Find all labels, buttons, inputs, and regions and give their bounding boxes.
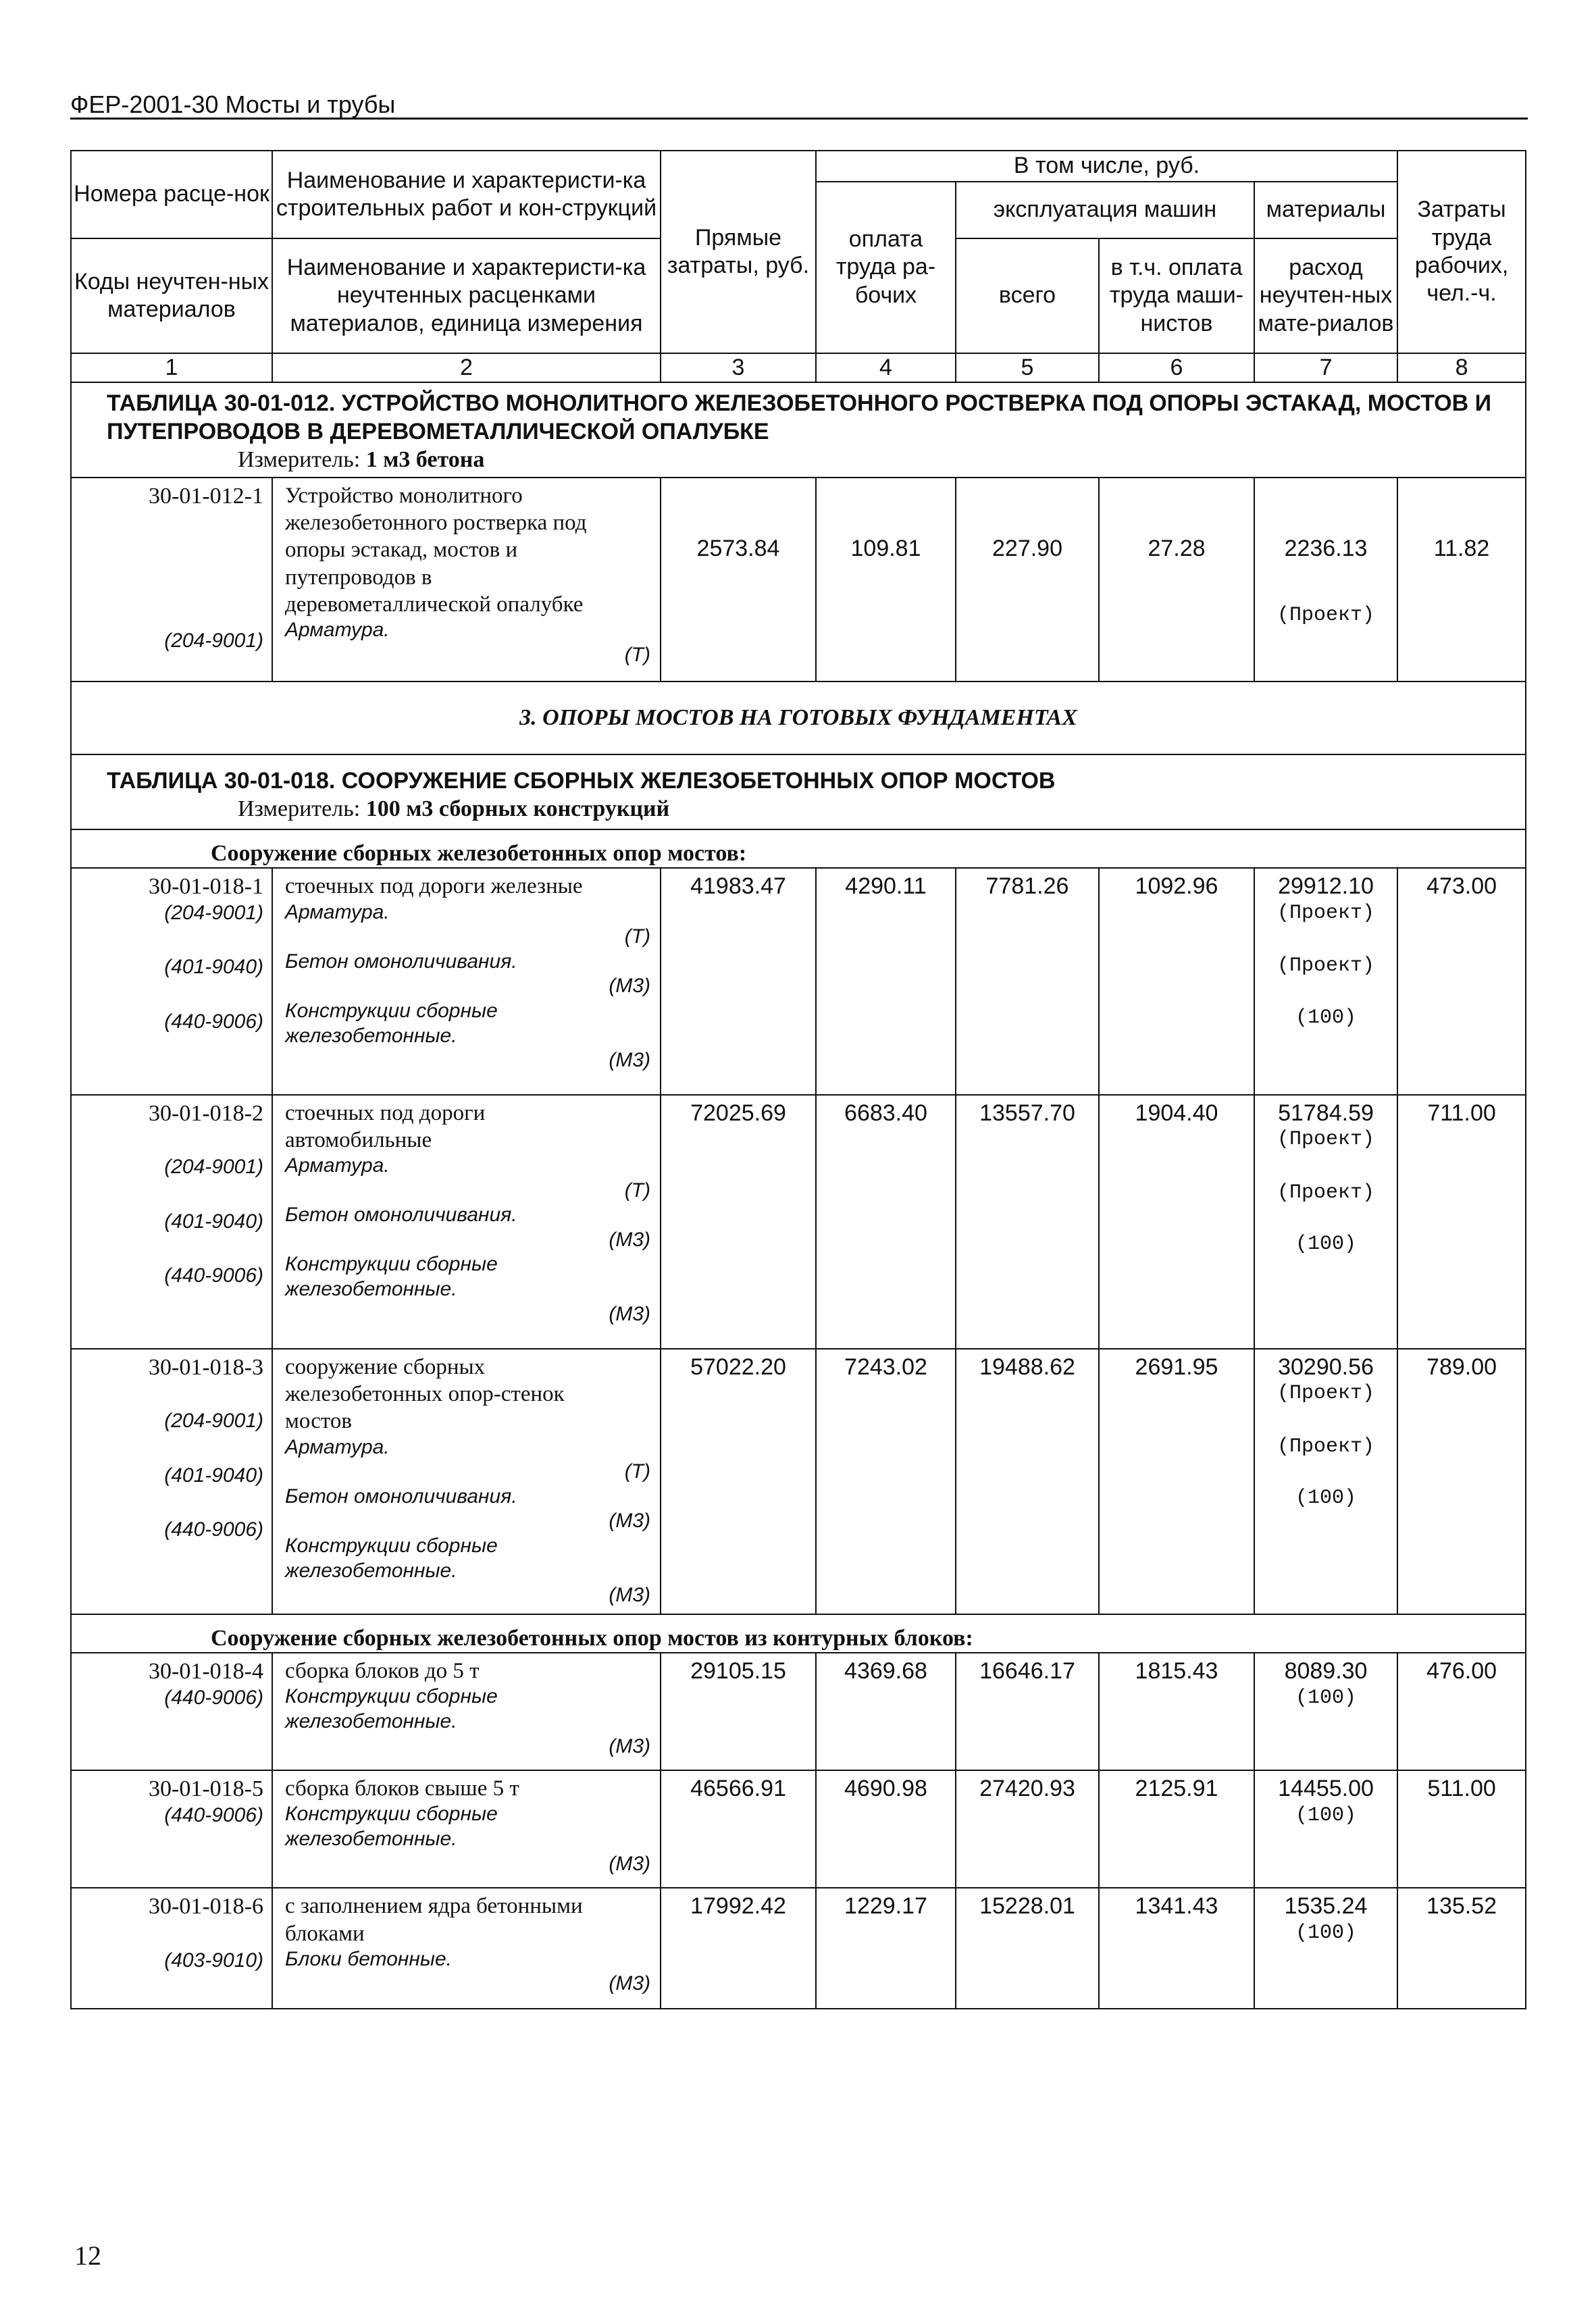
- rate-row: [71, 1888, 1526, 2009]
- rate-row: [71, 1349, 1526, 1614]
- machinists-pay: 1341.43: [1099, 1888, 1254, 2009]
- header-machines-total: всего: [956, 238, 1099, 353]
- material-quantity: (100): [1295, 1006, 1357, 1029]
- labor-hours: 476.00: [1397, 1653, 1526, 1770]
- rate-row: [71, 1653, 1526, 1770]
- header-work-name: Наименование и характеристи-ка строительных работ и кон-струкций: [272, 151, 661, 238]
- rate-description: Устройство монолитного железобетонного ростверка под опоры эстакад, мостов и путепроводов в деревометаллической опалубке: [285, 483, 587, 617]
- material-unit: (М3): [609, 1510, 650, 1533]
- material-quantity: (100): [1295, 1803, 1357, 1827]
- group-heading: Сооружение сборных железобетонных опор мостов из контурных блоков:: [71, 1614, 1526, 1653]
- running-header: ФЕР-2001-30 Мосты и трубы: [70, 91, 396, 118]
- materials-cell: [1254, 1770, 1397, 1888]
- rate-description-cell: [272, 1770, 661, 1888]
- rate-description: сборка блоков свыше 5 т: [285, 1776, 519, 1801]
- rates-table: [70, 150, 1526, 2009]
- direct-costs: 29105.15: [661, 1653, 816, 1770]
- machines-total: 15228.01: [956, 1888, 1099, 2009]
- material-code: (440-9006): [164, 1264, 263, 1287]
- material-code: (204-9001): [164, 1410, 263, 1433]
- column-number: 6: [1099, 353, 1254, 382]
- material-code: (204-9001): [164, 1156, 263, 1178]
- rate-row: [71, 1095, 1526, 1349]
- material-code: (403-9010): [164, 1949, 263, 1972]
- labor-pay: 109.81: [816, 478, 956, 682]
- header-direct-costs: Прямые затраты, руб.: [661, 151, 816, 353]
- direct-costs: 2573.84: [661, 478, 816, 682]
- rate-code: 30-01-018-5: [149, 1776, 263, 1802]
- machines-total: 16646.17: [956, 1653, 1099, 1770]
- header-rate-numbers: Номера расце-нок: [71, 151, 272, 238]
- material-quantity: (Проект): [1277, 901, 1375, 925]
- materials-cell: [1254, 478, 1397, 682]
- labor-pay: 7243.02: [816, 1349, 956, 1614]
- labor-hours: 135.52: [1397, 1888, 1526, 2009]
- rate-row: [71, 1770, 1526, 1888]
- material-quantity: (Проект): [1277, 1435, 1375, 1458]
- materials-cell: [1254, 1888, 1397, 2009]
- rate-description-cell: [272, 1095, 661, 1349]
- direct-costs: 57022.20: [661, 1349, 816, 1614]
- rate-description: сборка блоков до 5 т: [285, 1659, 480, 1684]
- material-unit: (Т): [624, 925, 650, 948]
- rate-description-cell: [272, 868, 661, 1094]
- machinists-pay: 1815.43: [1099, 1653, 1254, 1770]
- machinists-pay: 1092.96: [1099, 868, 1254, 1094]
- rate-code-cell: [71, 1770, 272, 1888]
- material-name: Бетон омоноличивания.: [285, 1485, 517, 1508]
- material-code: (204-9001): [164, 629, 263, 652]
- header-material-names: Наименование и характеристи-ка неучтенных расценками материалов, единица измерения: [272, 238, 661, 353]
- material-unit: (М3): [609, 1852, 650, 1875]
- material-quantity: (Проект): [1277, 1181, 1375, 1204]
- header-machines: эксплуатация машин: [956, 182, 1254, 238]
- material-quantity: (Проект): [1277, 954, 1375, 978]
- material-name: Арматура.: [285, 900, 390, 923]
- material-unit: (М3): [609, 1584, 650, 1607]
- rate-code: 30-01-018-3: [149, 1354, 263, 1380]
- material-name: Бетон омоноличивания.: [285, 950, 517, 973]
- section-title: 3. ОПОРЫ МОСТОВ НА ГОТОВЫХ ФУНДАМЕНТАХ: [71, 682, 1526, 754]
- material-unit: (М3): [609, 975, 650, 998]
- rate-code: 30-01-018-1: [149, 874, 263, 900]
- table-012-title: ТАБЛИЦА 30-01-012. УСТРОЙСТВО МОНОЛИТНОГО ЖЕЛЕЗОБЕТОННОГО РОСТВЕРКА ПОД ОПОРЫ ЭСТАКАД, МОСТОВ И ПУТЕПРОВОДОВ В ДЕРЕВОМЕТАЛЛИЧЕСКОЙ ОПАЛУБКЕ: [71, 382, 1526, 446]
- rate-description-cell: [272, 1888, 661, 2009]
- rate-description-cell: [272, 478, 661, 682]
- rate-code: 30-01-018-4: [149, 1659, 263, 1685]
- materials-cost: 30290.56: [1278, 1354, 1374, 1380]
- rate-code-cell: [71, 1888, 272, 2009]
- material-name: Конструкции сборные железобетонные.: [285, 1534, 498, 1582]
- material-quantity: (Проект): [1277, 604, 1375, 627]
- material-quantity: (Проект): [1277, 1128, 1375, 1151]
- materials-cost: 14455.00: [1278, 1776, 1374, 1802]
- direct-costs: 72025.69: [661, 1095, 816, 1349]
- column-number: 5: [956, 353, 1099, 382]
- column-number: 4: [816, 353, 956, 382]
- material-quantity: (100): [1295, 1686, 1357, 1709]
- rate-code: 30-01-018-6: [149, 1894, 263, 1920]
- material-unit: (М3): [609, 1049, 650, 1072]
- header-labor-pay: оплата труда ра-бочих: [816, 182, 956, 353]
- labor-pay: 4690.98: [816, 1770, 956, 1888]
- materials-cost: 51784.59: [1278, 1100, 1374, 1126]
- machinists-pay: 2691.95: [1099, 1349, 1254, 1614]
- material-quantity: (Проект): [1277, 1382, 1375, 1406]
- material-quantity: (100): [1295, 1921, 1357, 1945]
- material-code: (204-9001): [164, 901, 263, 924]
- measure-value: 100 м3 сборных конструкций: [365, 796, 670, 822]
- header-materials: материалы: [1254, 182, 1397, 238]
- material-name: Арматура.: [285, 1435, 390, 1458]
- materials-cost: 29912.10: [1278, 873, 1374, 900]
- header-unaccounted-materials: расход неучтен-ных мате-риалов: [1254, 238, 1397, 353]
- rate-code-cell: [71, 1095, 272, 1349]
- material-unit: (М3): [609, 1734, 650, 1757]
- machinists-pay: 2125.91: [1099, 1770, 1254, 1888]
- table-018-measure: [71, 795, 1526, 829]
- material-code: (440-9006): [164, 1518, 263, 1541]
- labor-hours: 789.00: [1397, 1349, 1526, 1614]
- direct-costs: 41983.47: [661, 868, 816, 1094]
- rate-code-cell: [71, 868, 272, 1094]
- header-labor-hours: Затраты труда рабочих, чел.-ч.: [1397, 151, 1526, 353]
- material-name: Конструкции сборные железобетонные.: [285, 999, 498, 1047]
- materials-cost: 8089.30: [1284, 1658, 1368, 1685]
- machines-total: 27420.93: [956, 1770, 1099, 1888]
- machinists-pay: 27.28: [1099, 478, 1254, 682]
- materials-cell: [1254, 1095, 1397, 1349]
- header-machinists-pay: в т.ч. оплата труда маши-нистов: [1099, 238, 1254, 353]
- header-rule: [70, 118, 1528, 120]
- material-code: (440-9006): [164, 1803, 263, 1826]
- material-name: Бетон омоноличивания.: [285, 1204, 517, 1227]
- header-including: В том числе, руб.: [816, 151, 1397, 182]
- material-quantity: (100): [1295, 1487, 1357, 1510]
- material-unit: (М3): [609, 1228, 650, 1251]
- material-name: Арматура.: [285, 1154, 390, 1177]
- rate-description: стоечных под дороги автомобильные: [285, 1100, 486, 1152]
- material-code: (440-9006): [164, 1686, 263, 1709]
- labor-hours: 711.00: [1397, 1095, 1526, 1349]
- material-code: (401-9040): [164, 1464, 263, 1487]
- machines-total: 7781.26: [956, 868, 1099, 1094]
- materials-cell: [1254, 868, 1397, 1094]
- column-number: 3: [661, 353, 816, 382]
- column-numbers-row: [71, 353, 1526, 382]
- material-code: (401-9040): [164, 956, 263, 979]
- group-heading: Сооружение сборных железобетонных опор мостов:: [71, 829, 1526, 868]
- table-012-measure: [71, 446, 1526, 477]
- rate-code-cell: [71, 478, 272, 682]
- rate-code-cell: [71, 1349, 272, 1614]
- labor-hours: 473.00: [1397, 868, 1526, 1094]
- material-quantity: (100): [1295, 1233, 1357, 1256]
- materials-cost: 2236.13: [1284, 535, 1368, 561]
- rate-description-cell: [272, 1349, 661, 1614]
- material-unit: (М3): [609, 1972, 650, 1995]
- rate-description: с заполнением ядра бетонными блоками: [285, 1894, 583, 1946]
- machines-total: 227.90: [956, 478, 1099, 682]
- direct-costs: 17992.42: [661, 1888, 816, 2009]
- material-unit: (М3): [609, 1302, 650, 1325]
- rate-description: сооружение сборных железобетонных опор-стенок мостов: [285, 1354, 565, 1434]
- labor-pay: 1229.17: [816, 1888, 956, 2009]
- direct-costs: 46566.91: [661, 1770, 816, 1888]
- materials-cell: [1254, 1653, 1397, 1770]
- column-number: 8: [1397, 353, 1526, 382]
- material-code: (440-9006): [164, 1010, 263, 1033]
- rate-row: [71, 868, 1526, 1094]
- labor-hours: 11.82: [1397, 478, 1526, 682]
- rate-description: стоечных под дороги железные: [285, 874, 583, 899]
- material-code: (401-9040): [164, 1210, 263, 1233]
- machines-total: 19488.62: [956, 1349, 1099, 1614]
- labor-hours: 511.00: [1397, 1770, 1526, 1888]
- measure-label: Измеритель:: [238, 796, 366, 822]
- machines-total: 13557.70: [956, 1095, 1099, 1349]
- material-name: Конструкции сборные железобетонные.: [285, 1685, 498, 1732]
- measure-value: 1 м3 бетона: [365, 447, 485, 473]
- measure-label: Измеритель:: [238, 447, 366, 473]
- material-unit: (Т): [624, 1460, 650, 1483]
- machinists-pay: 1904.40: [1099, 1095, 1254, 1349]
- labor-pay: 4290.11: [816, 868, 956, 1094]
- material-name: Конструкции сборные железобетонные.: [285, 1253, 498, 1300]
- materials-cell: [1254, 1349, 1397, 1614]
- rate-code-cell: [71, 1653, 272, 1770]
- page-number: 12: [74, 2240, 101, 2271]
- materials-cost: 1535.24: [1284, 1893, 1368, 1920]
- column-number: 1: [71, 353, 272, 382]
- rate-code: 30-01-012-1: [149, 483, 263, 509]
- table-018-title: ТАБЛИЦА 30-01-018. СООРУЖЕНИЕ СБОРНЫХ ЖЕЛЕЗОБЕТОННЫХ ОПОР МОСТОВ: [71, 754, 1526, 795]
- material-name: Арматура.: [285, 619, 390, 642]
- material-unit: (Т): [624, 1179, 650, 1202]
- column-number: 2: [272, 353, 661, 382]
- rate-row-012-1: [71, 478, 1526, 682]
- material-name: Блоки бетонные.: [285, 1947, 452, 1970]
- rate-code: 30-01-018-2: [149, 1100, 263, 1126]
- material-unit: (Т): [624, 643, 650, 666]
- header-material-codes: Коды неучтен-ных материалов: [71, 238, 272, 353]
- column-number: 7: [1254, 353, 1397, 382]
- labor-pay: 4369.68: [816, 1653, 956, 1770]
- material-name: Конструкции сборные железобетонные.: [285, 1803, 498, 1851]
- rate-description-cell: [272, 1653, 661, 1770]
- labor-pay: 6683.40: [816, 1095, 956, 1349]
